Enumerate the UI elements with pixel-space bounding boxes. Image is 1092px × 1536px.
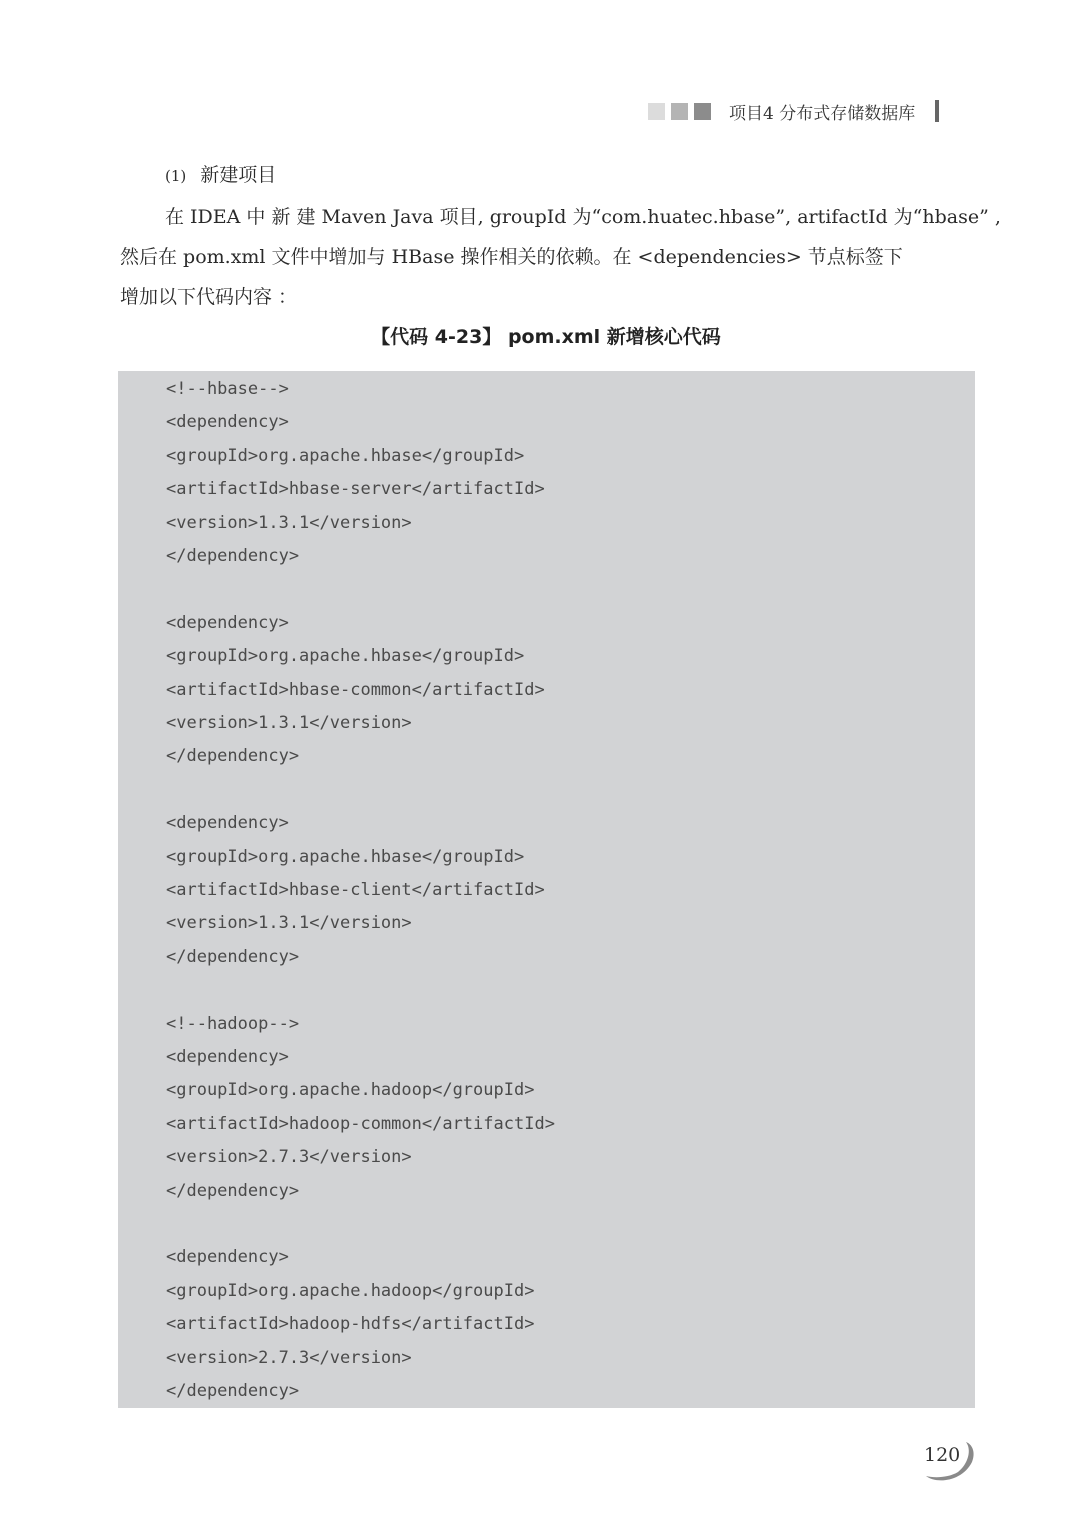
code-line: </dependency> <box>166 946 300 967</box>
code-line: <groupId>org.apache.hbase</groupId> <box>166 445 525 466</box>
page-number <box>918 1438 978 1484</box>
code-line: <!--hadoop--> <box>166 1013 300 1034</box>
code-line: <artifactId>hbase-client</artifactId> <box>166 880 545 900</box>
code-line: <version>1.3.1</version> <box>166 512 412 533</box>
header-bar <box>935 100 939 122</box>
code-line: <version>2.7.3</version> <box>166 1147 412 1168</box>
code-line: <artifactId>hadoop-common</artifactId> <box>166 1113 555 1134</box>
page-number-text: 120 <box>924 1444 961 1466</box>
paragraph-line: 然后在 pom.xml 文件中增加与 HBase 操作相关的依赖。在 <dependencies> 节点标签下 <box>120 246 903 268</box>
code-line: <groupId>org.apache.hadoop</groupId> <box>166 1080 535 1101</box>
section-title: 新建项目 <box>200 164 277 186</box>
header-title: 项目4 分布式存储数据库 <box>729 103 916 124</box>
code-line: <dependency> <box>166 1047 289 1067</box>
code-line: <artifactId>hbase-server</artifactId> <box>166 479 545 500</box>
code-line: <groupId>org.apache.hbase</groupId> <box>166 646 525 667</box>
code-line: </dependency> <box>166 1381 300 1401</box>
code-line: <dependency> <box>166 1247 289 1268</box>
paragraph-line: 在 IDEA 中 新 建 Maven Java 项目, groupId 为“com.huatec.hbase”, artifactId 为“hbase” , <box>165 206 1001 228</box>
header-square-light <box>648 103 665 120</box>
code-line: <artifactId>hbase-common</artifactId> <box>166 679 545 700</box>
paragraph-line: 增加以下代码内容 ： <box>120 286 298 308</box>
code-line: <version>1.3.1</version> <box>166 713 412 733</box>
code-line: </dependency> <box>166 1180 300 1201</box>
section-heading <box>165 160 276 187</box>
code-line: </dependency> <box>166 746 300 767</box>
code-line: <version>2.7.3</version> <box>166 1347 412 1368</box>
code-line: <!--hbase--> <box>166 379 289 399</box>
code-line: <artifactId>hadoop-hdfs</artifactId> <box>166 1314 535 1335</box>
code-line: <dependency> <box>166 612 289 633</box>
code-line: <dependency> <box>166 813 289 834</box>
code-line: </dependency> <box>166 546 300 566</box>
code-block <box>118 371 975 1408</box>
code-line: <groupId>org.apache.hadoop</groupId> <box>166 1280 535 1301</box>
code-line: <groupId>org.apache.hbase</groupId> <box>166 846 525 867</box>
code-line: <version>1.3.1</version> <box>166 913 412 934</box>
running-header <box>648 98 988 124</box>
code-line: <dependency> <box>166 412 289 433</box>
header-square-medium <box>671 103 688 120</box>
section-number: (1) <box>165 167 187 185</box>
code-caption: 【代码 4-23】 pom.xml 新增核心代码 <box>371 326 721 348</box>
header-square-dark <box>694 103 711 120</box>
